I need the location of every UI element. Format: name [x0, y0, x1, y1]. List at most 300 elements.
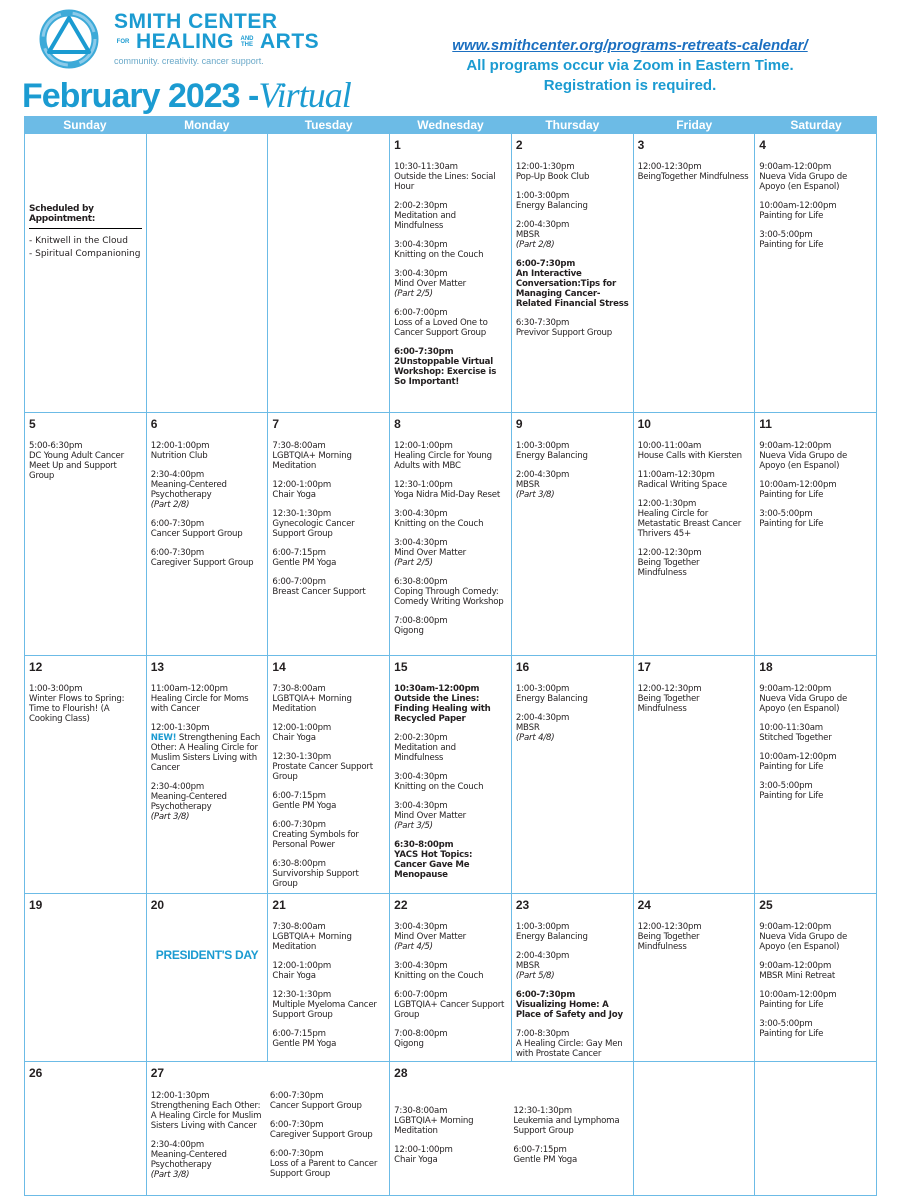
event-name: MBSR [515, 961, 540, 971]
empty-day-cell [755, 1062, 877, 1196]
event-time: 6:00-7:30pm [150, 519, 205, 529]
event-time: 2:30-4:00pm [150, 1139, 205, 1150]
event-time: 3:00-4:30pm [394, 240, 448, 250]
event-item [516, 220, 629, 250]
event-name-line [394, 1116, 509, 1136]
event-item [151, 548, 264, 568]
event-item [270, 1091, 385, 1111]
event-item [272, 723, 385, 743]
event-item [270, 1149, 385, 1179]
event-time: 7:00-8:00pm [394, 1029, 448, 1039]
event-time: 6:00-7:30pm [269, 1090, 324, 1101]
event-name: Creating Symbols for Personal Power [272, 830, 359, 850]
event-time: 9:00am-12:00pm [759, 961, 832, 971]
dow-wednesday: Wednesday [417, 118, 484, 132]
event-item [29, 441, 142, 481]
event-name: Nueva Vida Grupo de Apoyo (en Espanol) [759, 932, 848, 952]
event-time: 10:00am-12:00pm [759, 480, 837, 490]
event-item [151, 519, 264, 539]
appointment-cell [25, 134, 147, 413]
event-item [394, 269, 507, 299]
event-time: 11:00am-12:00pm [150, 684, 228, 694]
event-time: 1:00-3:00pm [29, 684, 83, 694]
event-name: Healing Circle for Metastatic Breast Cancer Thrivers 45+ [637, 509, 742, 539]
event-name-line [151, 558, 264, 568]
event-name-line [272, 1039, 385, 1049]
event-item [394, 577, 507, 607]
event-item [516, 1029, 629, 1059]
day-cell-24 [634, 894, 756, 1062]
day-number: 1 [394, 138, 401, 152]
event-name-line [759, 240, 872, 250]
day-number: 26 [29, 1066, 43, 1080]
event-name: Nueva Vida Grupo de Apoyo (en Espanol) [759, 172, 848, 192]
event-name: Loss of a Parent to Cancer Support Group [269, 1158, 378, 1179]
event-time: 6:00-7:15pm [272, 548, 326, 558]
event-name: Visualizing Home: A Place of Safety and Joy [515, 1000, 623, 1020]
event-name: Chair Yoga [272, 971, 316, 981]
event-time: 9:00am-12:00pm [759, 162, 832, 172]
event-name-line [151, 1150, 266, 1170]
appointment-item: - Knitwell in the Cloud [29, 236, 128, 246]
tagline: community. creativity. cancer support. [114, 56, 264, 66]
event-part: (Part 5/8) [515, 971, 555, 981]
event-item [516, 922, 629, 942]
day-number: 27 [150, 1066, 165, 1080]
event-time: 6:30-8:00pm [394, 840, 454, 850]
event-name: Chair Yoga [272, 490, 316, 500]
event-item [759, 1019, 872, 1039]
event-name-line [151, 451, 264, 461]
dow-saturday: Saturday [790, 118, 842, 132]
event-part: (Part 3/5) [394, 821, 433, 831]
event-item [759, 781, 872, 801]
event-name-line [394, 490, 507, 500]
event-name: Nueva Vida Grupo de Apoyo (en Espanol) [759, 451, 848, 471]
event-part: (Part 2/8) [515, 240, 555, 250]
event-time: 12:00-1:00pm [272, 480, 332, 490]
event-name: A Healing Circle: Gay Men with Prostate Cancer [515, 1039, 623, 1059]
event-name-line [272, 971, 385, 981]
event-item [513, 1145, 628, 1165]
org-name-and-the: AND THE [240, 36, 254, 48]
event-name-line [394, 172, 507, 192]
event-name-line [759, 172, 872, 192]
event-time: 12:00-12:30pm [637, 684, 702, 694]
day-number: 16 [515, 660, 530, 674]
event-time: 3:00-4:30pm [394, 961, 448, 971]
event-name-line [638, 480, 751, 490]
event-name: Healing Circle for Moms with Cancer [150, 694, 249, 714]
day-cell-19 [25, 894, 147, 1062]
event-time: 1:00-3:00pm [515, 684, 570, 694]
event-item [759, 752, 872, 772]
event-item [394, 616, 507, 636]
event-item [759, 684, 872, 714]
event-time: 10:00-11:30am [759, 723, 823, 733]
event-name: Caregiver Support Group [150, 558, 254, 568]
day-number: 3 [637, 138, 645, 152]
event-name-line [516, 1039, 629, 1059]
event-time: 3:00-5:00pm [759, 509, 813, 519]
event-name-line [516, 269, 629, 309]
event-item [516, 162, 629, 182]
day-cell-2 [512, 134, 634, 413]
day-cell-28 [390, 1062, 633, 1196]
day-number: 2 [515, 138, 523, 152]
event-name-line [759, 762, 872, 772]
event-name-line [759, 733, 872, 743]
event-name: MBSR [515, 230, 540, 240]
event-time: 5:00-6:30pm [29, 441, 83, 451]
event-part: (Part 4/5) [394, 942, 433, 952]
event-name-line [394, 318, 507, 338]
event-name: Previvor Support Group [515, 328, 613, 338]
event-item [759, 162, 872, 192]
event-item [272, 961, 385, 981]
event-item [759, 230, 872, 250]
event-name-line [516, 328, 629, 338]
event-time: 6:00-7:30pm [394, 347, 454, 357]
day-cell-16 [512, 656, 634, 894]
event-name-line [394, 811, 507, 821]
day-cell-10 [634, 413, 756, 656]
event-time: 3:00-5:00pm [759, 1019, 813, 1029]
event-item [394, 1106, 509, 1136]
month-calendar [24, 116, 877, 1196]
event-name-line [516, 230, 629, 240]
event-item [638, 470, 751, 490]
event-name-line [272, 519, 385, 539]
event-time: 12:00-1:00pm [394, 1144, 453, 1155]
event-name: Meaning-Centered Psychotherapy [150, 1149, 227, 1170]
event-name-line [516, 961, 629, 971]
page-header [0, 0, 900, 116]
event-item [516, 713, 629, 743]
day-number: 19 [29, 898, 43, 912]
event-time: 6:00-7:15pm [513, 1144, 567, 1155]
event-name: LGBTQIA+ Morning Meditation [272, 694, 352, 714]
day-cell-1 [390, 134, 512, 413]
event-time: 10:00am-12:00pm [759, 201, 837, 211]
event-name-line [394, 782, 507, 792]
event-item [638, 548, 751, 578]
event-name: Cancer Support Group [269, 1100, 362, 1111]
event-time: 10:30am-12:00pm [394, 684, 480, 694]
page-title [22, 74, 351, 116]
event-name-line [151, 694, 264, 714]
event-item [394, 162, 507, 192]
event-name-line [394, 850, 507, 880]
event-item [151, 441, 264, 461]
week-1 [24, 134, 877, 413]
day-number: 21 [272, 898, 286, 912]
event-item [638, 499, 751, 539]
event-item [394, 772, 507, 792]
event-name-line [272, 558, 385, 568]
event-name-line [638, 172, 751, 182]
info-block [450, 36, 810, 96]
event-name: Energy Balancing [515, 451, 588, 461]
event-item [638, 441, 751, 461]
event-name-line [513, 1155, 628, 1165]
day-number: 14 [272, 660, 286, 674]
event-item [759, 922, 872, 952]
event-name-line [759, 1000, 872, 1010]
day-number: 8 [394, 417, 401, 431]
event-name-line [394, 548, 507, 558]
event-time: 12:30-1:30pm [272, 509, 332, 519]
event-name: Painting for Life [759, 1029, 824, 1039]
event-name: Breast Cancer Support [272, 587, 366, 597]
day-cell-21 [268, 894, 390, 1062]
event-time: 12:00-1:00pm [272, 723, 332, 733]
event-name-line [394, 1155, 509, 1165]
event-item [516, 684, 629, 704]
day-number: 24 [637, 898, 651, 912]
event-item [759, 509, 872, 529]
day-number: 9 [515, 417, 523, 431]
event-name: Knitting on the Couch [394, 782, 484, 792]
org-name-for: FOR [116, 39, 130, 45]
event-name: House Calls with Kiersten [637, 451, 742, 461]
day-number: 11 [759, 417, 772, 431]
event-item [272, 441, 385, 471]
event-time: 12:00-12:30pm [637, 548, 702, 558]
event-name: LGBTQIA+ Morning Meditation [394, 1115, 474, 1136]
event-name-line [272, 762, 385, 782]
event-name-line [272, 869, 385, 889]
event-name-line [394, 743, 507, 763]
event-item [759, 990, 872, 1010]
info-zoom-note: All programs occur via Zoom in Eastern Time. [466, 57, 794, 74]
day-number: 6 [150, 417, 158, 431]
appointment-title: Scheduled by Appointment: [29, 204, 142, 229]
event-name: Painting for Life [759, 490, 824, 500]
day-cell-23 [512, 894, 634, 1062]
event-time: 1:00-3:00pm [515, 922, 570, 932]
week-5 [24, 1062, 877, 1196]
event-name-line [270, 1159, 385, 1179]
event-time: 12:00-1:00pm [394, 441, 453, 451]
event-time: 6:00-7:30pm [515, 259, 576, 269]
event-name: Pop-Up Book Club [515, 172, 590, 182]
event-time: 6:00-7:30pm [150, 548, 205, 558]
event-name: Nueva Vida Grupo de Apoyo (en Espanol) [759, 694, 848, 714]
event-time: 12:30-1:30pm [272, 752, 332, 762]
day-number: 20 [150, 898, 165, 912]
event-name-line [151, 792, 264, 812]
event-name: Qigong [394, 626, 424, 636]
dow-friday: Friday [676, 118, 713, 132]
event-name-line [394, 451, 507, 471]
event-name: Yoga Nidra Mid-Day Reset [394, 490, 501, 500]
day-cell-7 [268, 413, 390, 656]
event-time: 2:00-4:30pm [515, 470, 570, 480]
event-time: 2:00-4:30pm [515, 220, 570, 230]
event-part: (Part 3/8) [150, 1169, 190, 1180]
event-item [394, 308, 507, 338]
event-name: An Interactive Conversation:Tips for Managing Cancer-Related Financial Stress [515, 269, 629, 309]
event-name-line [394, 694, 507, 724]
event-time: 3:00-5:00pm [759, 230, 813, 240]
event-item [516, 951, 629, 981]
event-name-line [759, 1029, 872, 1039]
event-column [270, 1091, 385, 1194]
event-time: 9:00am-12:00pm [759, 441, 832, 451]
event-time: 12:00-1:30pm [637, 499, 697, 509]
dow-sunday: Sunday [63, 118, 107, 132]
day-cell-12 [25, 656, 147, 894]
event-time: 12:00-1:30pm [515, 162, 575, 172]
event-item [394, 480, 507, 500]
event-name: Stitched Together [759, 733, 832, 743]
event-time: 2:00-2:30pm [394, 201, 448, 211]
event-item [394, 240, 507, 260]
event-name: Knitting on the Couch [394, 971, 484, 981]
event-time: 9:00am-12:00pm [759, 922, 832, 932]
event-time: 6:00-7:00pm [272, 577, 326, 587]
event-name: Healing Circle for Young Adults with MBC [394, 451, 492, 471]
event-name-line [151, 480, 264, 500]
day-cell-8 [390, 413, 512, 656]
event-item [272, 859, 385, 889]
event-time: 6:00-7:30pm [515, 990, 576, 1000]
event-time: 7:00-8:30pm [515, 1029, 570, 1039]
event-name-line [29, 694, 142, 724]
event-time: 6:30-7:30pm [515, 318, 570, 328]
new-badge: NEW! [150, 733, 177, 743]
event-time: 7:30-8:00am [272, 684, 326, 694]
event-time: 1:00-3:00pm [515, 441, 570, 451]
event-name-line [394, 1039, 507, 1049]
event-name: Survivorship Support Group [272, 869, 359, 889]
event-name-line [759, 211, 872, 221]
event-item [270, 1120, 385, 1140]
event-time: 7:30-8:00am [272, 922, 326, 932]
event-name: Painting for Life [759, 519, 824, 529]
event-item [272, 820, 385, 850]
event-name: Outside the Lines: Social Hour [394, 172, 496, 192]
event-item [638, 922, 751, 952]
calendar-url-link[interactable]: www.smithcenter.org/programs-retreats-calendar/ [452, 37, 808, 54]
day-cell-20 [147, 894, 269, 1062]
event-time: 12:00-12:30pm [637, 922, 702, 932]
event-time: 12:00-1:00pm [272, 961, 332, 971]
event-item [272, 480, 385, 500]
event-time: 10:00am-12:00pm [759, 752, 837, 762]
event-name: BeingTogether Mindfulness [637, 172, 749, 182]
event-name: Chair Yoga [272, 733, 316, 743]
event-time: 10:00am-12:00pm [759, 990, 837, 1000]
event-item [272, 509, 385, 539]
event-name-line [272, 587, 385, 597]
event-item [272, 922, 385, 952]
event-name: Caregiver Support Group [269, 1129, 373, 1140]
event-time: 12:00-12:30pm [637, 162, 702, 172]
dow-thursday: Thursday [545, 118, 600, 132]
event-name-line [272, 733, 385, 743]
event-name: Gentle PM Yoga [272, 558, 337, 568]
event-name: LGBTQIA+ Cancer Support Group [394, 1000, 505, 1020]
event-name-line [516, 451, 629, 461]
event-name-line [759, 932, 872, 952]
event-name: Painting for Life [759, 762, 824, 772]
event-name: DC Young Adult Cancer Meet Up and Support Group [29, 451, 124, 481]
event-time: 12:30-1:30pm [513, 1105, 572, 1116]
day-number: 5 [29, 417, 36, 431]
event-name-line [394, 519, 507, 529]
event-item [394, 733, 507, 763]
event-name: Painting for Life [759, 791, 824, 801]
dow-monday: Monday [184, 118, 230, 132]
event-name-line [638, 558, 751, 578]
event-name-line [638, 932, 751, 952]
event-part: (Part 2/8) [150, 500, 190, 510]
event-name-line [516, 932, 629, 942]
event-name: Being Together Mindfulness [637, 694, 700, 714]
event-part: (Part 2/5) [394, 558, 433, 568]
event-name-line [759, 791, 872, 801]
event-item [394, 347, 507, 387]
event-name-line [638, 451, 751, 461]
event-name: Energy Balancing [515, 694, 588, 704]
week-4 [24, 894, 877, 1062]
day-of-week-header [24, 116, 877, 134]
event-name: Knitting on the Couch [394, 519, 484, 529]
event-time: 12:30-1:30pm [272, 990, 332, 1000]
info-registration-note: Registration is required. [543, 77, 717, 94]
event-item [394, 538, 507, 568]
event-item [394, 201, 507, 231]
title-virtual: Virtual [258, 75, 351, 115]
event-name-line [151, 529, 264, 539]
week-3 [24, 656, 877, 894]
event-item [759, 201, 872, 221]
event-name-line [270, 1101, 385, 1111]
event-column [394, 1106, 509, 1194]
event-part: (Part 3/8) [150, 812, 190, 822]
day-number: 17 [637, 660, 651, 674]
event-name: Being Together Mindfulness [637, 932, 700, 952]
day-number: 7 [272, 417, 280, 431]
event-time: 6:30-8:00pm [394, 577, 448, 587]
org-name-line2: HEALING [136, 30, 234, 53]
event-name: Meditation and Mindfulness [394, 211, 456, 231]
event-time: 7:30-8:00am [394, 1105, 448, 1116]
event-name-line [638, 509, 751, 539]
event-time: 2:00-4:30pm [515, 951, 570, 961]
day-cell-9 [512, 413, 634, 656]
event-name-line [759, 694, 872, 714]
event-name-line [29, 451, 142, 481]
event-name: Energy Balancing [515, 201, 588, 211]
event-name-line [516, 694, 629, 704]
event-name-line [516, 1000, 629, 1020]
event-item [638, 162, 751, 182]
event-time: 7:00-8:00pm [394, 616, 448, 626]
event-name: Cancer Support Group [150, 529, 243, 539]
event-name: YACS Hot Topics: Cancer Gave Me Menopause [394, 850, 473, 880]
day-number: 4 [759, 138, 766, 152]
event-time: 12:30-1:00pm [394, 480, 453, 490]
day-cell-3 [634, 134, 756, 413]
event-name: Mind Over Matter [394, 279, 467, 289]
day-cell-27 [147, 1062, 390, 1196]
day-cell-11 [755, 413, 877, 656]
event-time: 10:00-11:00am [637, 441, 702, 451]
event-time: 6:00-7:30pm [269, 1119, 324, 1130]
